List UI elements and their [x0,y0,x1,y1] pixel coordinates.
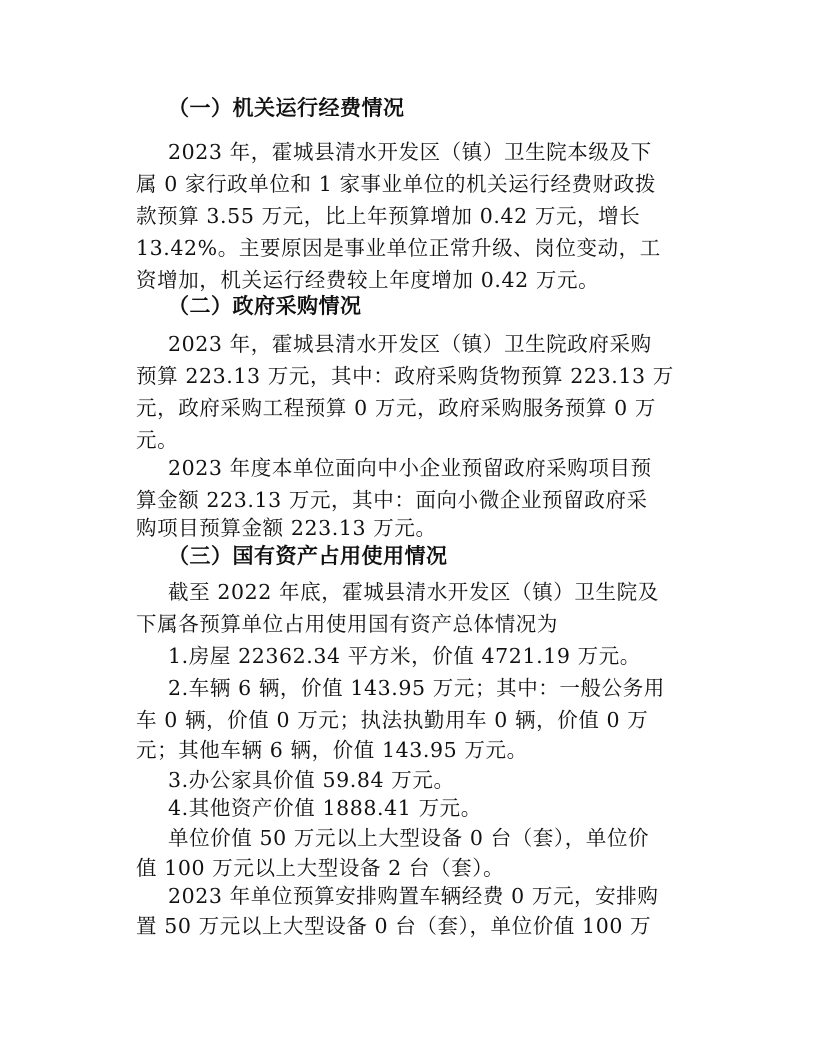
section-heading: （二）政府采购情况 [168,294,362,318]
paragraph-line: 资增加，机关运行经费较上年度增加 0.42 万元。 [136,268,600,292]
paragraph-line: 值 100 万元以上大型设备 2 台（套）。 [136,856,505,880]
paragraph-line: 算金额 223.13 万元，其中：面向小微企业预留政府采 [136,488,648,512]
paragraph-first-line: 截至 2022 年底，霍城县清水开发区（镇）卫生院及 [168,580,659,604]
paragraph-line: 元；其他车辆 6 辆，价值 143.95 万元。 [136,738,528,762]
paragraph-first-line: 单位价值 50 万元以上大型设备 0 台（套），单位价 [168,826,650,850]
paragraph-line: 置 50 万元以上大型设备 0 台（套），单位价值 100 万 [136,914,652,938]
paragraph-line: 属 0 家行政单位和 1 家事业单位的机关运行经费财政拨 [136,172,656,196]
section-heading: （三）国有资产占用使用情况 [168,544,448,568]
paragraph-line: 元，政府采购工程预算 0 万元，政府采购服务预算 0 万 [136,396,656,420]
paragraph-line: 元。 [136,428,179,452]
paragraph-line: 车 0 辆，价值 0 万元；执法执勤用车 0 辆，价值 0 万 [136,708,649,732]
paragraph-first-line: 2023 年，霍城县清水开发区（镇）卫生院政府采购 [168,332,652,356]
list-item: 2.车辆 6 辆，价值 143.95 万元；其中：一般公务用 [168,676,665,700]
list-item: 3.办公家具价值 59.84 万元。 [168,768,455,792]
paragraph-first-line: 2023 年单位预算安排购置车辆经费 0 万元，安排购 [168,884,659,908]
section-heading: （一）机关运行经费情况 [168,96,405,120]
paragraph-first-line: 2023 年度本单位面向中小企业预留政府采购项目预 [168,456,652,480]
list-item: 1.房屋 22362.34 平方米，价值 4721.19 万元。 [168,644,641,668]
paragraph-line: 款预算 3.55 万元，比上年预算增加 0.42 万元，增长 [136,204,641,228]
paragraph-line: 下属各预算单位占用使用国有资产总体情况为 [136,612,558,636]
paragraph-line: 13.42%。主要原因是事业单位正常升级、岗位变动，工 [136,236,661,260]
paragraph-first-line: 2023 年，霍城县清水开发区（镇）卫生院本级及下 [168,140,652,164]
list-item: 4.其他资产价值 1888.41 万元。 [168,796,482,820]
paragraph-line: 购项目预算金额 223.13 万元。 [136,516,437,540]
paragraph-line: 预算 223.13 万元，其中：政府采购货物预算 223.13 万 [136,364,674,388]
